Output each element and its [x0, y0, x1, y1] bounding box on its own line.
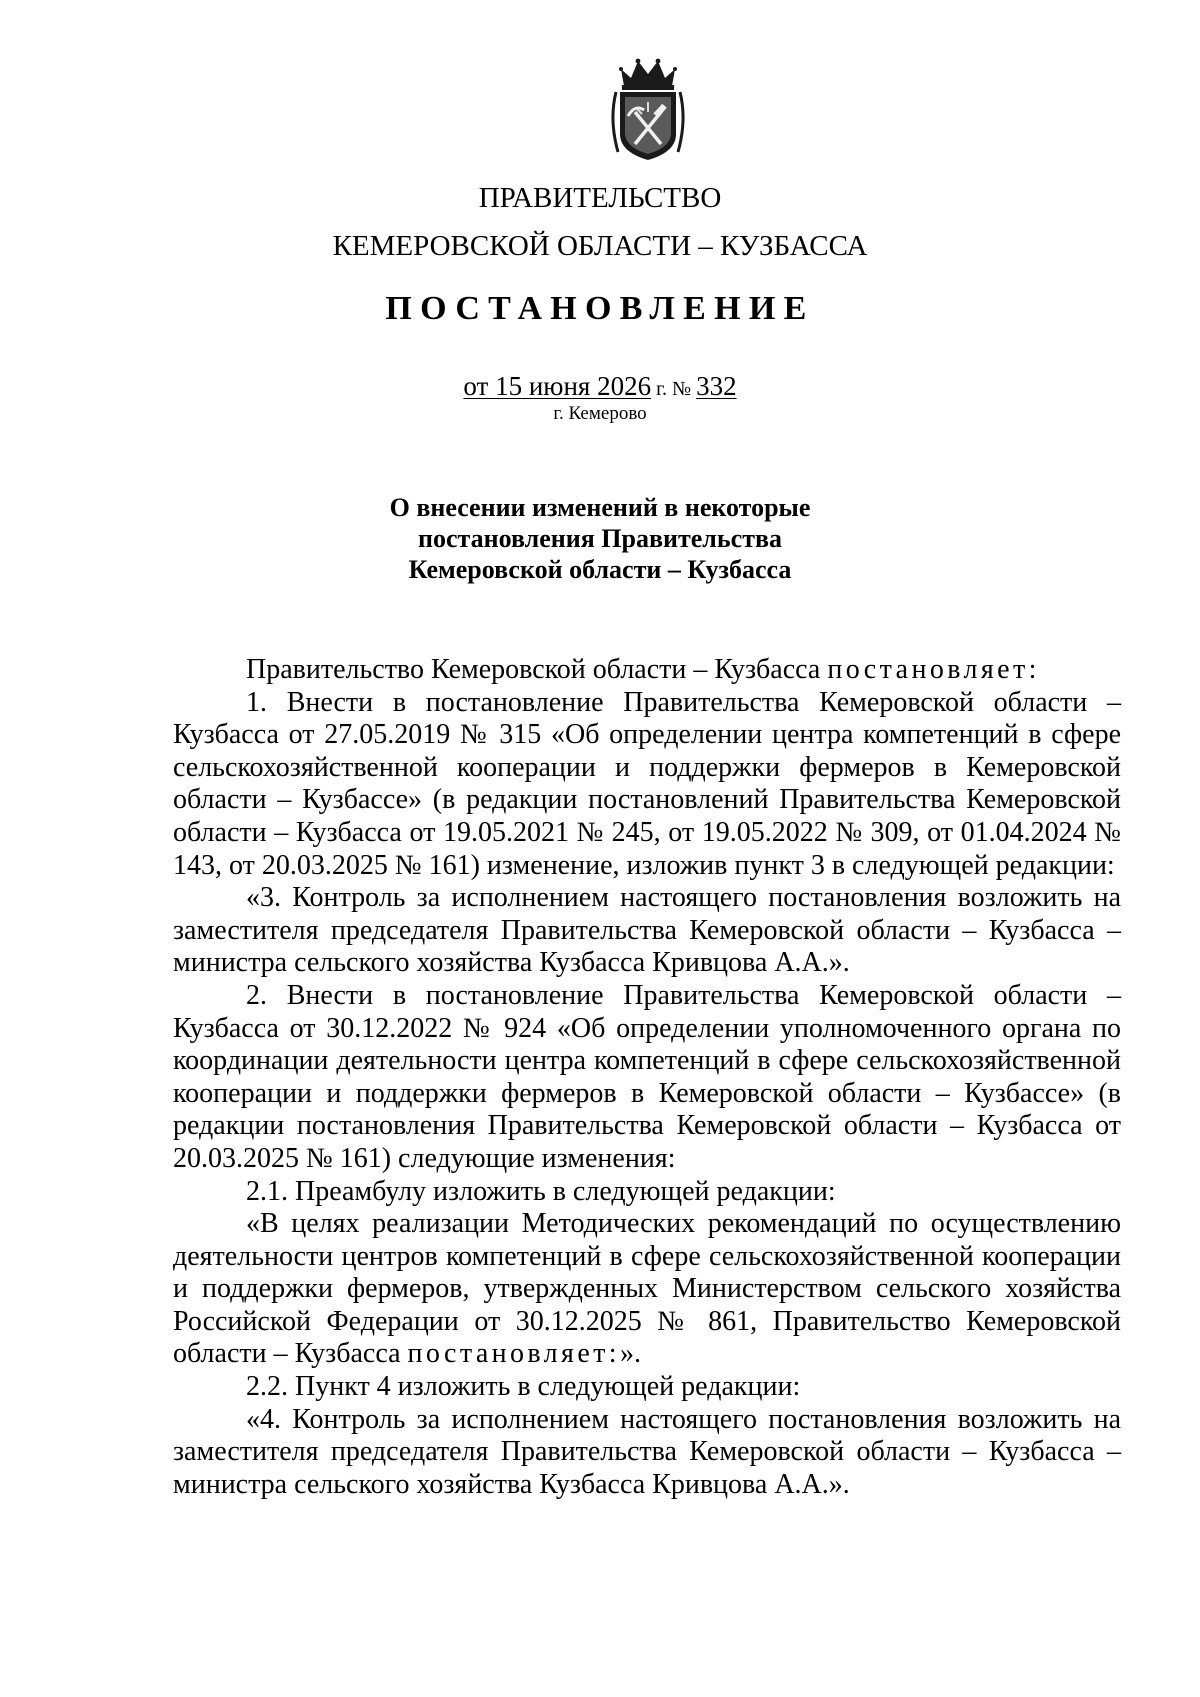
- document-subject: [0, 492, 1200, 585]
- quote-text: «В целях реализации Методических рекомендаций по осуществлению деятельности центров компетенций в сфере сельскохозяйственной кооперации и поддержки фермеров, утвержденных Министерством сельского хозяйства Российской Федерации от 30.12.2025 № 861, Правительство Кемеровской области – Кузбасса: [173, 1208, 1121, 1370]
- document-city: г. Кемерово: [553, 403, 647, 424]
- subject-line1: О внесении изменений в некоторые: [389, 493, 811, 522]
- preamble-verb: постановляет: [827, 654, 1029, 685]
- paragraph-2-2: 2.2. Пункт 4 изложить в следующей редакции:: [246, 1371, 801, 1403]
- paragraph-2-1-quote: [173, 1208, 1121, 1371]
- subject-line2: постановления Правительства: [418, 524, 782, 553]
- document-date: 15 июня 2026: [495, 371, 652, 401]
- number-sign: №: [667, 378, 697, 400]
- kuzbass-coat-of-arms-icon: [608, 56, 688, 162]
- paragraph-1: 1. Внести в постановление Правительства Кемеровской области – Кузбасса от 27.05.2019 № 315 «Об определении центра компетенций в сфере сельскохозяйственной кооперации и поддержки фермеров в Кемеровской области – Кузбассе» (в редакции постановлений Правительства Кемеровской области – Кузбасса от 19.05.2021 № 245, от 19.05.2022 № 309, от 01.04.2024 № 143, от 20.03.2025 № 161) изменение, изложив пункт 3 в следующей редакции:: [173, 686, 1121, 881]
- quote-verb: постановляет:: [407, 1338, 620, 1370]
- paragraph-1-quote: «3. Контроль за исполнением настоящего постановления возложить на заместителя председателя Правительства Кемеровской области – Кузбасса – министра сельского хозяйства Кузбасса Кривцова А.А.».: [173, 882, 1121, 979]
- paragraph-2: 2. Внести в постановление Правительства Кемеровской области – Кузбасса от 30.12.2022 № 924 «Об определении уполномоченного органа по координации деятельности центра компетенций в сфере сельскохозяйственной кооперации и поддержки фермеров в Кемеровской области – Кузбассе» (в редакции постановления Правительства Кемеровской области – Кузбасса от 20.03.2025 № 161) следующие изменения:: [173, 979, 1121, 1174]
- date-prefix: от: [463, 371, 496, 401]
- year-suffix: г.: [651, 378, 668, 400]
- preamble-paragraph: [173, 654, 1121, 687]
- paragraph-2-2-quote: «4. Контроль за исполнением настоящего постановления возложить на заместителя председателя Правительства Кемеровской области – Кузбасса – министра сельского хозяйства Кузбасса Кривцова А.А.».: [173, 1403, 1121, 1500]
- preamble-colon: :: [1028, 654, 1037, 685]
- paragraph-2-1: 2.1. Преамбулу изложить в следующей редакции:: [246, 1175, 836, 1207]
- government-name-line2: КЕМЕРОВСКОЙ ОБЛАСТИ – КУЗБАССА: [332, 230, 868, 262]
- document-date-number: [0, 370, 1200, 405]
- document-type-title: ПОСТАНОВЛЕНИЕ: [385, 290, 815, 327]
- preamble-text: Правительство Кемеровской области – Кузбасса: [246, 654, 828, 685]
- subject-line3: Кемеровской области – Кузбасса: [408, 555, 792, 584]
- government-name-line1: ПРАВИТЕЛЬСТВО: [478, 182, 722, 214]
- quote-end: ».: [619, 1338, 641, 1370]
- document-body: [173, 654, 1121, 1501]
- document-number: 332: [696, 371, 737, 401]
